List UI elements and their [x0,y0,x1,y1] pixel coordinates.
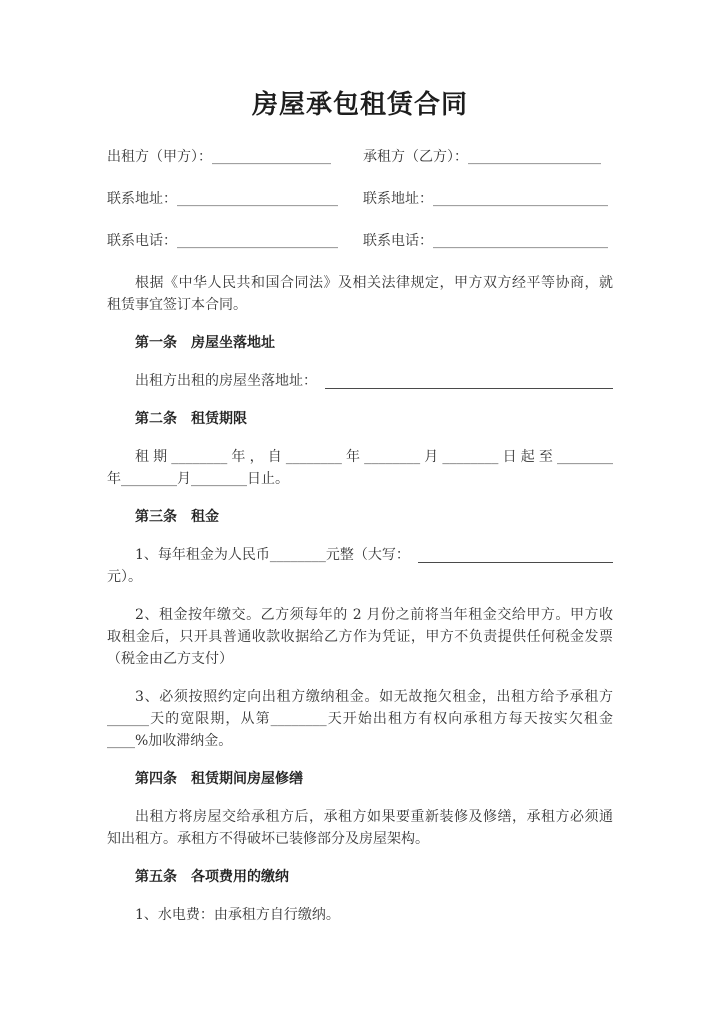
clause4-number: 第四条 [135,771,177,787]
clause3-item3 [107,686,613,752]
clause3-item1 [107,544,613,588]
document-title: 房屋承包租赁合同 [251,90,468,120]
clause2-title: 租赁期限 [191,411,247,427]
intro-line-1: 根据《中华人民共和国合同法》及相关法律规定，甲方双方经平等协商，就 [135,275,613,291]
clause4-title: 租赁期间房屋修缮 [191,771,303,787]
lessor-address-label: 联系地址： [107,191,177,207]
rent-amount-label: 1、每年租金为人民币________元整（大写： [135,547,410,563]
rent-payment-line-3: （税金由乙方支付） [107,651,233,667]
clause1-heading [107,332,613,354]
lessor-field [107,146,363,168]
lessor-blank-line: _________________ [212,149,331,165]
rent-amount-line-1 [107,544,613,566]
clause4-heading [107,768,613,790]
clause4-body [107,806,613,850]
lessor-phone-label: 联系电话： [107,233,177,249]
lessee-address-blank-line: _________________________ [433,191,608,207]
lessee-address-field [363,188,613,210]
rent-overdue-line-2: ______天的宽限期，从第________天开始出租方有权向承租方每天按实欠租金 [107,711,613,727]
utilities-fee-line: 1、水电费：由承租方自行缴纳。 [135,907,340,923]
clause3-title: 租金 [191,509,219,525]
lease-term-line-2: 年________月________日止。 [107,471,289,487]
lease-term-line-1: 租期________年，自________年________月________日起至________ [135,449,613,465]
house-address-blank-line [325,370,613,389]
rent-amount-words-blank-line [418,544,613,563]
repair-line-1: 出租方将房屋交给承租方后，承租方如果要重新装修及修缮，承租方必须通 [135,809,613,825]
house-address-label: 出租方出租的房屋坐落地址： [135,373,317,389]
lessee-phone-label: 联系电话： [363,233,433,249]
contract-body [107,272,613,926]
lessor-address-field [107,188,363,210]
clause2-number: 第二条 [135,411,177,427]
intro-line-2: 租赁事宜签订本合同。 [107,297,247,313]
clause5-heading [107,866,613,888]
rent-amount-line-2: 元）。 [107,569,142,585]
lessee-phone-field [363,230,613,252]
lessor-phone-blank-line: _______________________ [177,233,338,249]
clause2-body [107,446,613,490]
clause1-number: 第一条 [135,335,177,351]
clause5-item1 [107,904,613,926]
lessee-field [363,146,613,168]
clause1-body [107,370,613,392]
clause3-number: 第三条 [135,509,177,525]
rent-overdue-line-3: ____%加收滞纳金。 [107,733,233,749]
lessee-address-label: 联系地址： [363,191,433,207]
clause5-number: 第五条 [135,869,177,885]
lessee-phone-blank-line: _________________________ [433,233,608,249]
rent-payment-line-1: 2、租金按年缴交。乙方须每年的 2 月份之前将当年租金交给甲方。甲方收 [135,607,613,623]
party-row-addresses [107,188,613,210]
party-row-names [107,146,613,168]
lessee-label: 承租方（乙方）： [363,149,468,165]
clause5-title: 各项费用的缴纳 [191,869,289,885]
clause3-item2 [107,604,613,670]
lessor-address-blank-line: _______________________ [177,191,338,207]
parties-section [107,146,613,252]
lessor-label: 出租方（甲方）： [107,149,212,165]
lessee-blank-line: ___________________ [468,149,601,165]
intro-paragraph [107,272,613,316]
repair-line-2: 知出租方。承租方不得破坏已装修部分及房屋架构。 [107,831,429,847]
lessor-phone-field [107,230,363,252]
clause1-title: 房屋坐落地址 [191,335,275,351]
party-row-phones [107,230,613,252]
clause2-heading [107,408,613,430]
rent-payment-line-2: 取租金后，只开具普通收款收据给乙方作为凭证，甲方不负责提供任何税金发票 [107,629,613,645]
clause3-heading [107,506,613,528]
rent-overdue-line-1: 3、必须按照约定向出租方缴纳租金。如无故拖欠租金，出租方给予承租方 [135,689,613,705]
